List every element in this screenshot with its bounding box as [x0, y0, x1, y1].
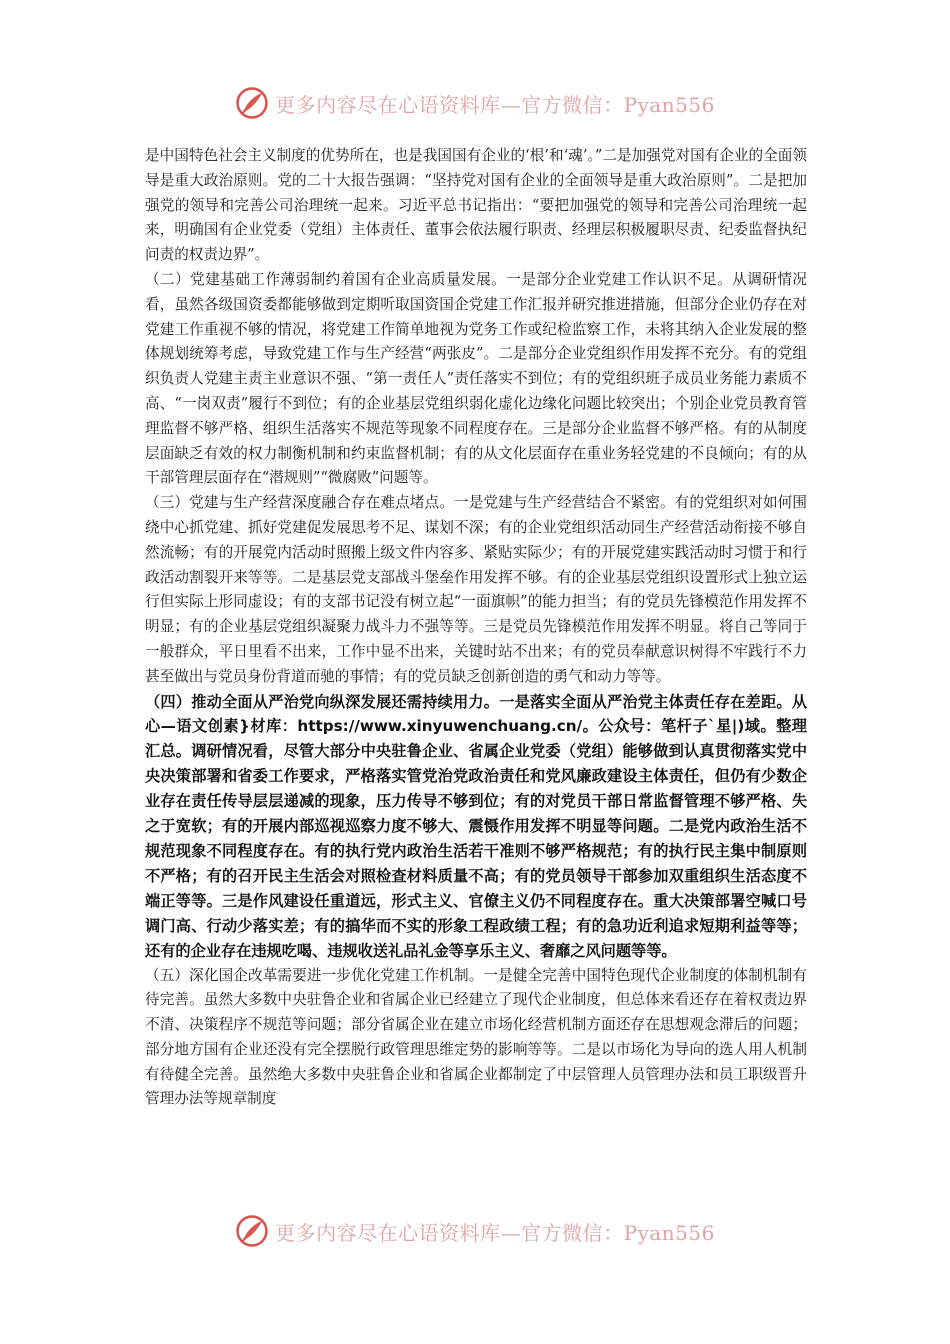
footer-banner-inner — [235, 1214, 715, 1248]
paragraph-4-bold: （四）推动全面从严治党向纵深发展还需持续用力。一是落实全面从严治党主体责任存在差距。从心—语文创素}材库：https://www.xinyuwenchuang.cn/。公众号：笔杆子`星|)域。整理汇总。调研情况看，尽管大部分中央驻鲁企业、省属企业党委（党组）能够做到认真贯彻落实党中央决策部署和省委工作要求，严格落实管党治党政治责任和党风廉政建设主体责任，但仍有少数企业存在责任传导层层递减的现象，压力传导不够到位；有的对党员干部日常监督管理不够严格、失之于宽软；有的开展内部巡视巡察力度不够大、震慑作用发挥不明显等问题。二是党内政治生活不规范现象不同程度存在。有的执行党内政治生活若干准则不够严格规范；有的执行民主集中制原则不严格；有的召开民主生活会对照检查材料质量不高；有的党员领导干部参加双重组织生活态度不端正等等。三是作风建设任重道远，形式主义、官僚主义仍不同程度存在。重大决策部署空喊口号调门高、行动少落实差；有的搞华而不实的形象工程政绩工程；有的急功近利追求短期利益等等；还有的企业存在违规吃喝、违规收送礼品礼金等享乐主义、奢靡之风问题等等。 — [145, 692, 807, 960]
paragraph-5: （五）深化国企改革需要进一步优化党建工作机制。一是健全完善中国特色现代企业制度的体制机制有待完善。虽然大多数中央驻鲁企业和省属企业已经建立了现代企业制度，但总体来看还存在着权责边界不清、决策程序不规范等问题；部分省属企业在建立市场化经营机制方面还存在思想观念滞后的问题；部分地方国有企业还没有完全摆脱行政管理思维定势的影响等等。二是以市场化为导向的选人用人机制有待健全完善。虽然绝大多数中央驻鲁企业和省属企业都制定了中层管理人员管理办法和员工职级晋升管理办法等规章制度 — [145, 966, 807, 1108]
footer-banner — [0, 1206, 950, 1256]
feather-pen-logo-icon — [235, 86, 269, 120]
paragraph-2: （二）党建基础工作薄弱制约着国有企业高质量发展。一是部分企业党建工作认识不足。从调研情况看，虽然各级国资委都能够做到定期听取国资国企党建工作汇报并研究推进措施，但部分企业仍存在对党建工作重视不够的情况，将党建工作简单地视为党务工作或纪检监察工作，未将其纳入企业发展的整体规划统筹考虑，导致党建工作与生产经营“两张皮”。二是部分企业党组织作用发挥不充分。有的党组织负责人党建主责主业意识不强、“第一责任人”责任落实不到位；有的党组织班子成员业务能力素质不高、“一岗双责”履行不到位；有的企业基层党组织弱化虚化边缘化问题比较突出；个别企业党员教育管理监督不够严格、组织生活落实不规范等现象不同程度存在。三是部分企业监督不够严格。有的从制度层面缺乏有效的权力制衡机制和约束监督机制；有的从文化层面存在重业务轻党建的不良倾向；有的从干部管理层面存在“潜规则”“微腐败”问题等。 — [145, 270, 807, 487]
header-banner-inner — [235, 86, 715, 120]
paragraph-3: （三）党建与生产经营深度融合存在难点堵点。一是党建与生产经营结合不紧密。有的党组织对如何围绕中心抓党建、抓好党建促发展思考不足、谋划不深；有的企业党组织活动同生产经营活动衔接不够自然流畅；有的开展党内活动时照搬上级文件内容多、紧贴实际少；有的开展党建实践活动时习惯于和行政活动割裂开来等等。二是基层党支部战斗堡垒作用发挥不够。有的企业基层党组织设置形式上独立运行但实际上形同虚设；有的支部书记没有树立起“一面旗帜”的能力担当；有的党员先锋模范作用发挥不明显；有的企业基层党组织凝聚力战斗力不强等等。三是党员先锋模范作用发挥不明显。将自己等同于一般群众，平日里看不出来，工作中显不出来，关键时站不出来；有的党员奉献意识树得不牢践行不力甚至做出与党员身份背道而驰的事情；有的党员缺乏创新创造的勇气和动力等等。 — [145, 494, 807, 685]
document-body — [145, 144, 807, 1112]
footer-banner-text: 更多内容尽在心语资料库—官方微信：Pyan556 — [275, 1220, 715, 1245]
header-banner — [0, 78, 950, 128]
header-banner-text: 更多内容尽在心语资料库—官方微信：Pyan556 — [275, 92, 715, 117]
paragraph-1: 是中国特色社会主义制度的优势所在，也是我国国有企业的‘根’和‘魂’。”二是加强党对国有企业的全面领导是重大政治原则。党的二十大报告强调：“坚持党对国有企业的全面领导是重大政治原则”。二是把加强党的领导和完善公司治理统一起来。习近平总书记指出：“要把加强党的领导和完善公司治理统一起来，明确国有企业党委（党组）主体责任、董事会依法履行职责、经理层积极履职尽责、纪委监督执纪问责的权责边界”。 — [145, 147, 807, 264]
feather-pen-logo-icon — [235, 1214, 269, 1248]
